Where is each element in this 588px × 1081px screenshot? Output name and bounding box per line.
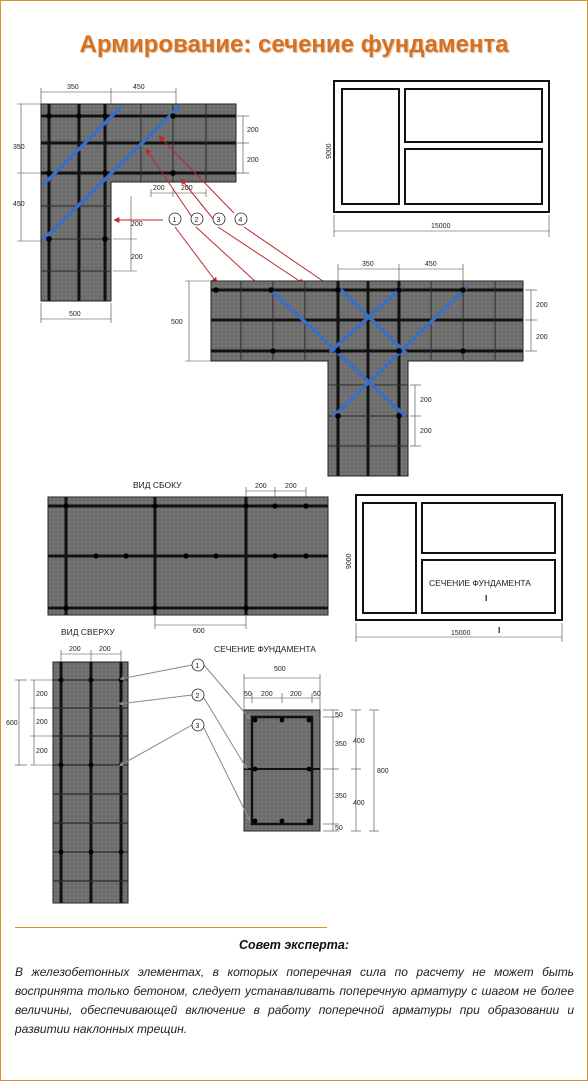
t-dim-200-r1: 200 xyxy=(536,302,548,309)
plan-section-label: СЕЧЕНИЕ ФУНДАМЕНТА xyxy=(429,578,531,588)
sec-dim-50-b: 50 xyxy=(335,825,343,832)
sec-dim-350-1: 350 xyxy=(335,741,347,748)
section-label: СЕЧЕНИЕ ФУНДАМЕНТА xyxy=(214,644,316,654)
plan-section xyxy=(346,495,562,642)
callout-3: 3 xyxy=(216,217,221,224)
page-title: Армирование: сечение фундамента xyxy=(79,31,509,58)
cut-mark-1: I xyxy=(485,593,488,603)
side-dim-200-2: 200 xyxy=(285,483,297,490)
foundation-drawing xyxy=(1,1,587,931)
sec-dim-50-t: 50 xyxy=(335,712,343,719)
callout-4: 4 xyxy=(238,217,243,224)
dim-200-r1: 200 xyxy=(247,127,259,134)
dim-450: 450 xyxy=(133,84,145,91)
lower-callout-2: 2 xyxy=(195,693,200,700)
dim-350: 350 xyxy=(67,84,79,91)
t-dim-200-v2: 200 xyxy=(420,428,432,435)
sec-dim-400-2: 400 xyxy=(353,800,365,807)
dim-200-v2: 200 xyxy=(131,254,143,261)
side-dim-200-1: 200 xyxy=(255,483,267,490)
sec-dim-50-l: 50 xyxy=(244,691,252,698)
dim-350-left: 350 xyxy=(13,144,25,151)
advice-title: Совет эксперта: xyxy=(238,938,350,952)
side-dim-600: 600 xyxy=(193,628,205,635)
top-dim-200-1: 200 xyxy=(69,646,81,653)
sec-dim-500: 500 xyxy=(274,666,286,673)
lower-callout-3: 3 xyxy=(195,723,200,730)
sec-dim-800: 800 xyxy=(377,768,389,775)
t-dim-200-v1: 200 xyxy=(420,397,432,404)
callout-1: 1 xyxy=(172,217,177,224)
dim-15000-top: 15000 xyxy=(431,223,451,230)
sec-dim-350-2: 350 xyxy=(335,793,347,800)
dim-9000-top: 9000 xyxy=(326,143,333,159)
t-dim-500: 500 xyxy=(171,319,183,326)
dim-15000-plan: 15000 xyxy=(451,630,471,637)
dim-450-left: 450 xyxy=(13,201,25,208)
side-view-label: ВИД СБОКУ xyxy=(133,480,182,490)
cut-mark-2: I xyxy=(498,625,501,635)
top-dim-200-2: 200 xyxy=(99,646,111,653)
t-dim-450: 450 xyxy=(425,261,437,268)
callout-2: 2 xyxy=(194,217,199,224)
top-view xyxy=(6,627,128,903)
top-dim-200-v2: 200 xyxy=(36,719,48,726)
sec-dim-50-r: 50 xyxy=(313,691,321,698)
lower-callouts xyxy=(119,659,250,821)
advice-text: В железобетонных элементах, в которых поперечная сила по расчету не может быть воспринята только бетоном, следует устанавливать поперечную арматуру с шагом не более величины, обеспечивающей включение в работу поперечной арматуры при образовании и развитии наклонных трещин. xyxy=(15,965,574,1036)
sec-dim-200-2: 200 xyxy=(290,691,302,698)
t-dim-350: 350 xyxy=(362,261,374,268)
top-view-label: ВИД СВЕРХУ xyxy=(61,627,115,637)
advice-divider xyxy=(15,927,327,928)
dim-200-t1: 200 xyxy=(153,185,165,192)
dim-200-v1: 200 xyxy=(131,221,143,228)
dim-500: 500 xyxy=(69,311,81,318)
sec-dim-400-1: 400 xyxy=(353,738,365,745)
top-dim-600: 600 xyxy=(6,720,18,727)
plan-top xyxy=(326,81,549,237)
top-dim-200-v3: 200 xyxy=(36,748,48,755)
sec-dim-200-1: 200 xyxy=(261,691,273,698)
top-dim-200-v1: 200 xyxy=(36,691,48,698)
dim-200-r2: 200 xyxy=(247,157,259,164)
dim-200-t2: 200 xyxy=(181,185,193,192)
dim-9000-plan: 9000 xyxy=(346,553,353,569)
t-dim-200-r2: 200 xyxy=(536,334,548,341)
t-junction-section xyxy=(171,261,548,476)
lower-callout-1: 1 xyxy=(195,663,200,670)
side-view xyxy=(48,480,328,635)
foundation-section xyxy=(214,644,389,832)
